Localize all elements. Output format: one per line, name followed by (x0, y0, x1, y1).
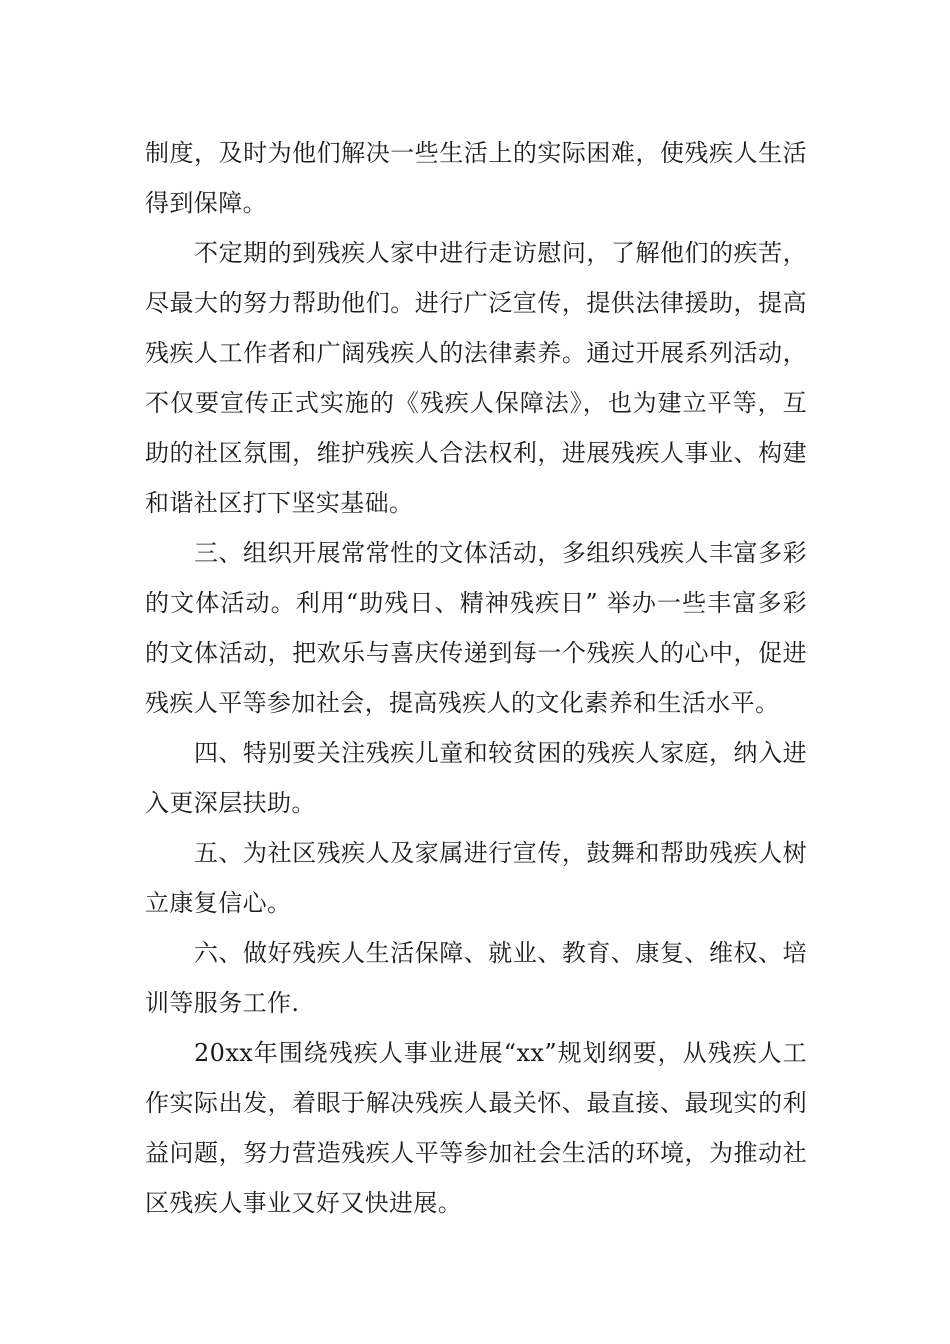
paragraph-item-4: 四、特别要关注残疾儿童和较贫困的残疾人家庭，纳入进入更深层扶助。 (145, 739, 807, 817)
paragraph-item-5: 五、为社区残疾人及家属进行宣传，鼓舞和帮助残疾人树立康复信心。 (145, 839, 807, 917)
paragraph-item-3: 三、组织开展常常性的文体活动，多组织残疾人丰富多彩的文体活动。利用“助残日、精神残疾日” 举办一些丰富多彩的文体活动，把欢乐与喜庆传递到每一个残疾人的心中，促进残疾人平等参加社会，提高残疾人的文化素养和生活水平。 (145, 539, 807, 717)
paragraph-item-6: 六、做好残疾人生活保障、就业、教育、康复、维权、培训等服务工作. (145, 939, 807, 1017)
paragraph-visits: 不定期的到残疾人家中进行走访慰问，了解他们的疾苦，尽最大的努力帮助他们。进行广泛宣传，提供法律援助，提高残疾人工作者和广阔残疾人的法律素养。通过开展系列活动，不仅要宣传正式实施的《残疾人保障法》，也为建立平等，互助的社区氛围，维护残疾人合法权利，进展残疾人事业、构建和谐社区打下坚实基础。 (145, 239, 807, 517)
document-page (145, 128, 807, 1228)
paragraph-continuation: 制度，及时为他们解决一些生活上的实际困难，使残疾人生活得到保障。 (145, 139, 807, 217)
paragraph-summary: 20xx年围绕残疾人事业进展“xx”规划纲要，从残疾人工作实际出发，着眼于解决残疾人最关怀、最直接、最现实的利益问题，努力营造残疾人平等参加社会生活的环境，为推动社区残疾人事业又好又快进展。 (145, 1039, 807, 1217)
